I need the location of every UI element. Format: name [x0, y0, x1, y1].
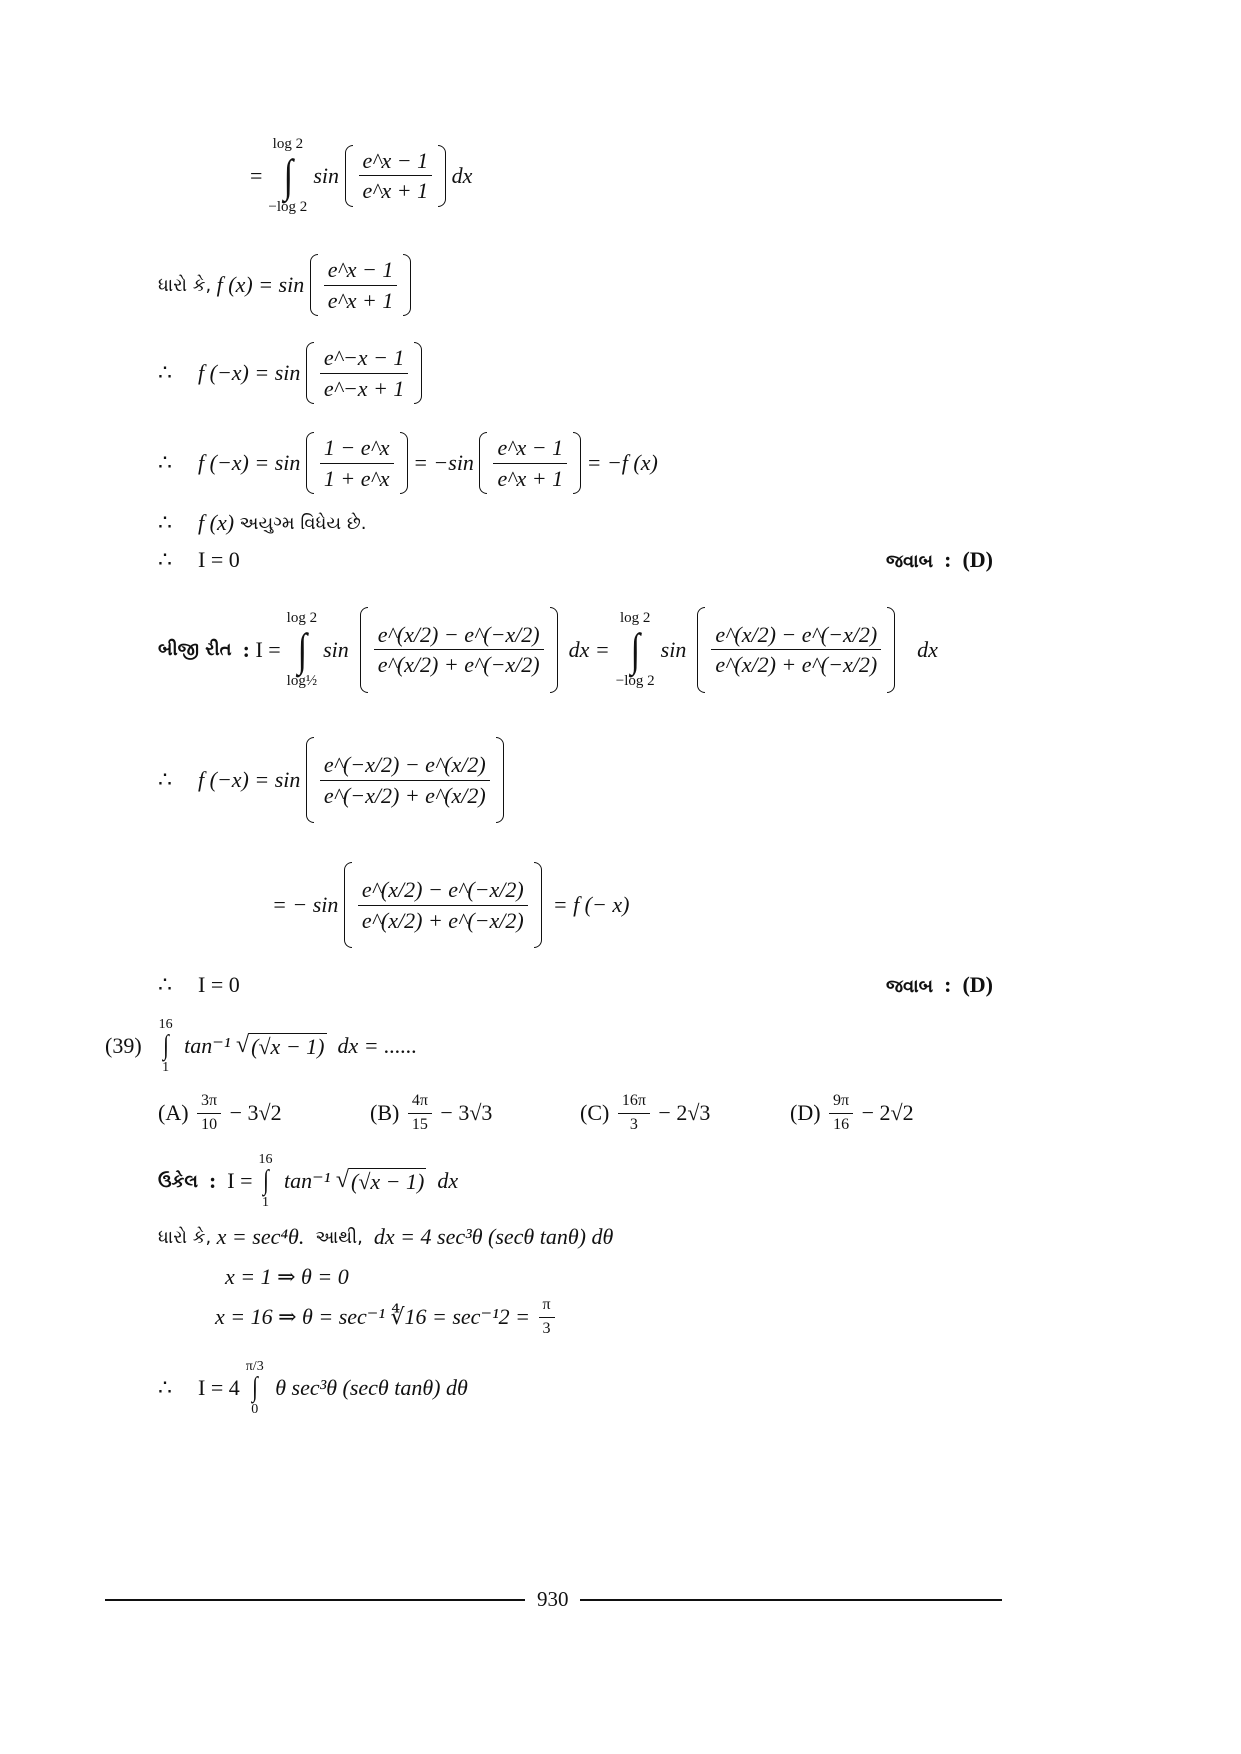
limit-line: x = 1 ⇒ θ = 0	[225, 1264, 349, 1289]
option-c: (C) $\frac{16\pi}{3}$ − 2√3	[580, 1092, 711, 1133]
square-root: √ (√x − 1)	[235, 1031, 325, 1059]
result-line: ∴ I = 0	[158, 547, 240, 572]
result-line: ∴ I = 0	[158, 972, 240, 997]
step-line: ∴ f (−x) = sin $\frac{1 - e\^{}x}{1 + e\^{}x}$ = −sin $\frac{e\^{}x - 1}{e\^{}x + 1}$ = −f (x)	[158, 430, 658, 496]
integral-sign: log 2 ∫ log½	[286, 610, 318, 689]
option-a: (A) $\frac{3\pi}{10}$ − 3√2	[158, 1092, 282, 1133]
integral-sign: log 2 ∫ −log 2	[615, 610, 655, 689]
footer-rule-left	[105, 1599, 525, 1601]
conclusion-line: ∴ f (x) અયુગ્મ વિધેય છે.	[158, 510, 367, 535]
solution-line: ઉકેલ : I = 16 ∫ 1 tan⁻¹ √ (√x − 1) dx	[158, 1151, 459, 1210]
fraction: $\frac{e\^{}x - 1}{e\^{}x + 1}$	[359, 148, 433, 204]
option-b: (B) $\frac{4\pi}{15}$ − 3√3	[370, 1092, 493, 1133]
answer-tag: જવાબ : (D)	[886, 972, 993, 997]
page-number: 930	[537, 1587, 569, 1611]
alternative-method: બીજી રીત : I = log 2 ∫ log½ sin $\frac{e\^{}(x/2) - e\^{}(-x/2)}{e\^{}(x/2) + e\^{}(-x/2)}$ dx = log 2 ∫ −log 2 sin $\frac{e\^{}(x/2) - e\^{}(-x/2)}{e\^{}(x/2) + e\^{}(-x/2)}$ dx	[158, 597, 938, 702]
integral-sign: log 2 ∫ −log 2	[268, 136, 308, 215]
step-line: ∴ f (−x) = sin $\frac{e\^{}-x - 1}{e\^{}-x + 1}$	[158, 340, 422, 406]
definition-line: ધારો કે, f (x) = sin $\frac{e\^{}x - 1}{e\^{}x + 1}$	[158, 252, 411, 318]
equation-integral: = log 2 ∫ −log 2 sin $\frac{e\^{}x - 1}{e\^{}x + 1}$ dx	[250, 136, 473, 215]
answer-tag: જવાબ : (D)	[886, 547, 993, 572]
limit-line: x = 16 ⇒ θ = sec⁻¹ ∜16 = sec⁻¹2 = $\frac{\pi}{3}$	[215, 1295, 558, 1339]
substitution-line: ધારો કે, x = sec⁴θ. આથી, dx = 4 sec³θ (secθ tanθ) dθ	[158, 1224, 614, 1249]
integral-line: ∴ I = 4 π/3 ∫ 0 θ sec³θ (secθ tanθ) dθ	[158, 1358, 468, 1417]
equals-sign: =	[250, 162, 263, 188]
step-line: = − sin $\frac{e\^{}(x/2) - e\^{}(-x/2)}{e\^{}(x/2) + e\^{}(-x/2)}$ = f (− x)	[272, 860, 629, 950]
step-line: ∴ f (−x) = sin $\frac{e\^{}(-x/2) - e\^{}(x/2)}{e\^{}(-x/2) + e\^{}(x/2)}$	[158, 735, 504, 825]
question-39: (39) 16 ∫ 1 tan⁻¹ √ (√x − 1) dx = ......	[105, 1016, 418, 1075]
option-d: (D) $\frac{9\pi}{16}$ − 2√2	[790, 1092, 914, 1133]
footer-rule-right	[580, 1599, 1002, 1601]
